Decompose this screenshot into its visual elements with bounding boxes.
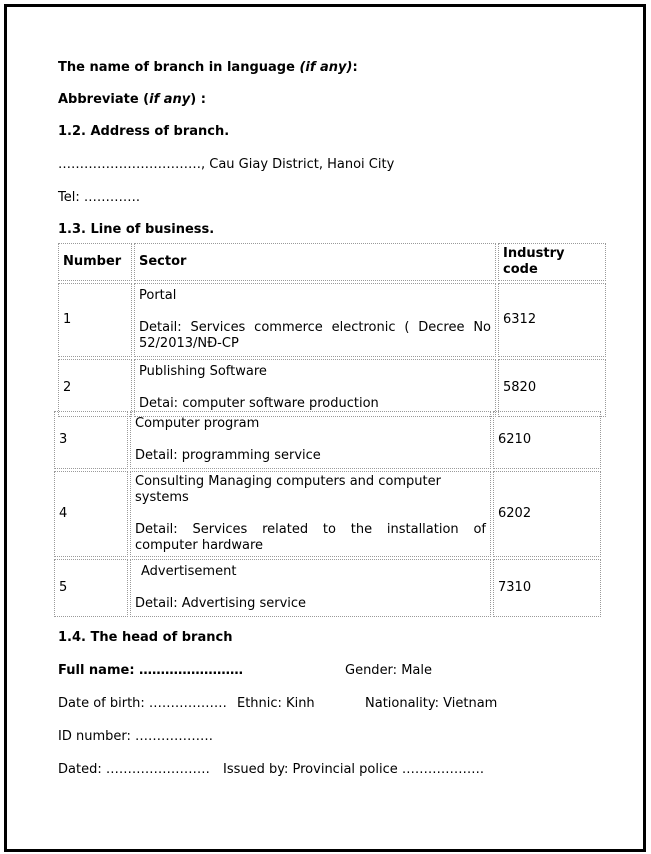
row-number: 5 bbox=[54, 559, 128, 617]
issued-by-field: Issued by: Provincial police ………………. bbox=[223, 762, 484, 777]
address-value: ……………………………, Cau Giay District, Hanoi City bbox=[58, 157, 395, 172]
sector-name: Portal bbox=[139, 288, 177, 303]
row-industry-code: 7310 bbox=[493, 559, 601, 617]
branch-name-language-label: The name of branch in language (if any): bbox=[58, 60, 358, 75]
row-sector bbox=[130, 411, 491, 469]
ethnic-field: Ethnic: Kinh bbox=[237, 696, 315, 711]
tel-line: Tel: …………. bbox=[58, 190, 140, 205]
sector-detail: Detail: programming service bbox=[135, 448, 321, 463]
sector-name: Publishing Software bbox=[139, 364, 267, 379]
row-number: 2 bbox=[58, 359, 132, 417]
sector-detail: Detail: Services commerce electronic ( Decree No 52/2013/NĐ-CP bbox=[139, 320, 491, 351]
abbreviate-label: Abbreviate (if any) : bbox=[58, 92, 206, 107]
row-sector bbox=[134, 283, 496, 357]
sector-detail: Detail: Advertising service bbox=[135, 596, 307, 611]
table-row bbox=[54, 471, 601, 557]
dob-field: Date of birth: ……………… bbox=[58, 696, 227, 711]
sector-detail: Detail: Services related to the installation of computer hardware bbox=[135, 522, 486, 553]
business-table-continued bbox=[52, 409, 603, 619]
table-row bbox=[54, 411, 601, 469]
business-heading: 1.3. Line of business. bbox=[58, 222, 215, 237]
if-any-note: (if any) bbox=[299, 60, 353, 75]
gender-field: Gender: Male bbox=[345, 663, 432, 678]
sector-name: Advertisement bbox=[141, 564, 237, 579]
sector-name: Computer program bbox=[135, 416, 260, 431]
id-number-field: ID number: ……………… bbox=[58, 729, 213, 744]
sector-detail: Detai: computer software production bbox=[139, 396, 379, 411]
column-header-number: Number bbox=[58, 243, 132, 281]
business-table bbox=[56, 241, 608, 419]
row-industry-code: 6202 bbox=[493, 471, 601, 557]
full-name-field: Full name: …………………… bbox=[58, 663, 244, 678]
column-header-industry-code: Industry code bbox=[498, 243, 606, 281]
dated-field: Dated: …………………… bbox=[58, 762, 210, 777]
row-number: 4 bbox=[54, 471, 128, 557]
head-heading: 1.4. The head of branch bbox=[58, 630, 233, 645]
row-sector bbox=[130, 471, 491, 557]
table-row bbox=[58, 283, 606, 357]
if-any-note: if any bbox=[149, 92, 191, 107]
column-header-sector: Sector bbox=[134, 243, 496, 281]
row-industry-code: 6312 bbox=[498, 283, 606, 357]
row-number: 3 bbox=[54, 411, 128, 469]
row-sector bbox=[130, 559, 491, 617]
row-number: 1 bbox=[58, 283, 132, 357]
nationality-field: Nationality: Vietnam bbox=[365, 696, 498, 711]
table-row bbox=[54, 559, 601, 617]
address-heading: 1.2. Address of branch. bbox=[58, 124, 230, 139]
sector-name: Consulting Managing computers and computer systems bbox=[135, 474, 441, 505]
row-industry-code: 5820 bbox=[498, 359, 606, 417]
table-header-row bbox=[58, 243, 606, 281]
row-industry-code: 6210 bbox=[493, 411, 601, 469]
